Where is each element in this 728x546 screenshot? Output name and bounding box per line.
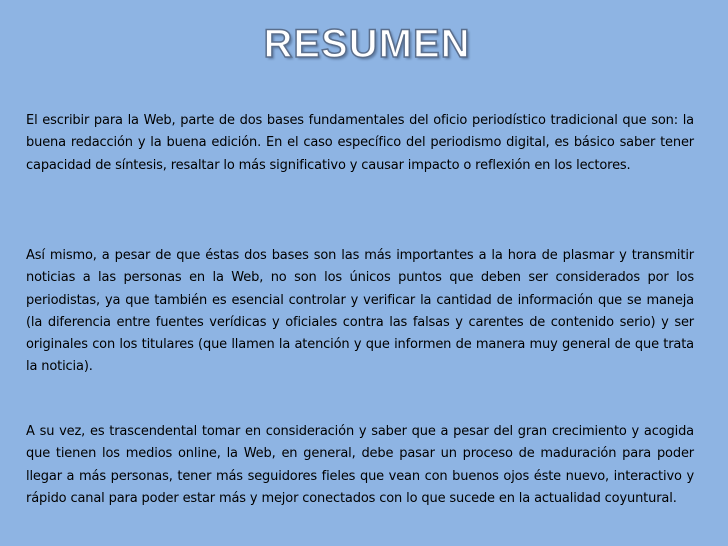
paragraph-3: A su vez, es trascendental tomar en consideración y saber que a pesar del gran crecimiento y acogida que tienen los medios online, la Web, en general, debe pasar un proceso de maduración para poder llegar a más personas, tener más seguidores fieles que vean con buenos ojos éste nuevo, interactivo y rápido canal para poder estar más y mejor conectados con lo que sucede en la actualidad coyuntural. bbox=[26, 424, 694, 506]
slide-title bbox=[0, 20, 728, 68]
paragraph-2: Así mismo, a pesar de que éstas dos bases son las más importantes a la hora de plasmar y transmitir noticias a las personas en la Web, no son los únicos puntos que deben ser considerados por los periodistas, ya que también es esencial controlar y verificar la cantidad de información que se maneja (la diferencia entre fuentes verídicas y oficiales contra las falsas y carentes de contenido serio) y ser originales con los titulares (que llamen la atención y que informen de manera muy general de que trata la noticia). bbox=[26, 248, 694, 375]
slide-title-text: RESUMEN bbox=[263, 22, 471, 66]
paragraph-1: El escribir para la Web, parte de dos bases fundamentales del oficio periodístico tradicional que son: la buena redacción y la buena edición. En el caso específico del periodismo digital, es básico saber tener capacidad de síntesis, resaltar lo más significativo y causar impacto o reflexión en los lectores. bbox=[26, 113, 694, 173]
